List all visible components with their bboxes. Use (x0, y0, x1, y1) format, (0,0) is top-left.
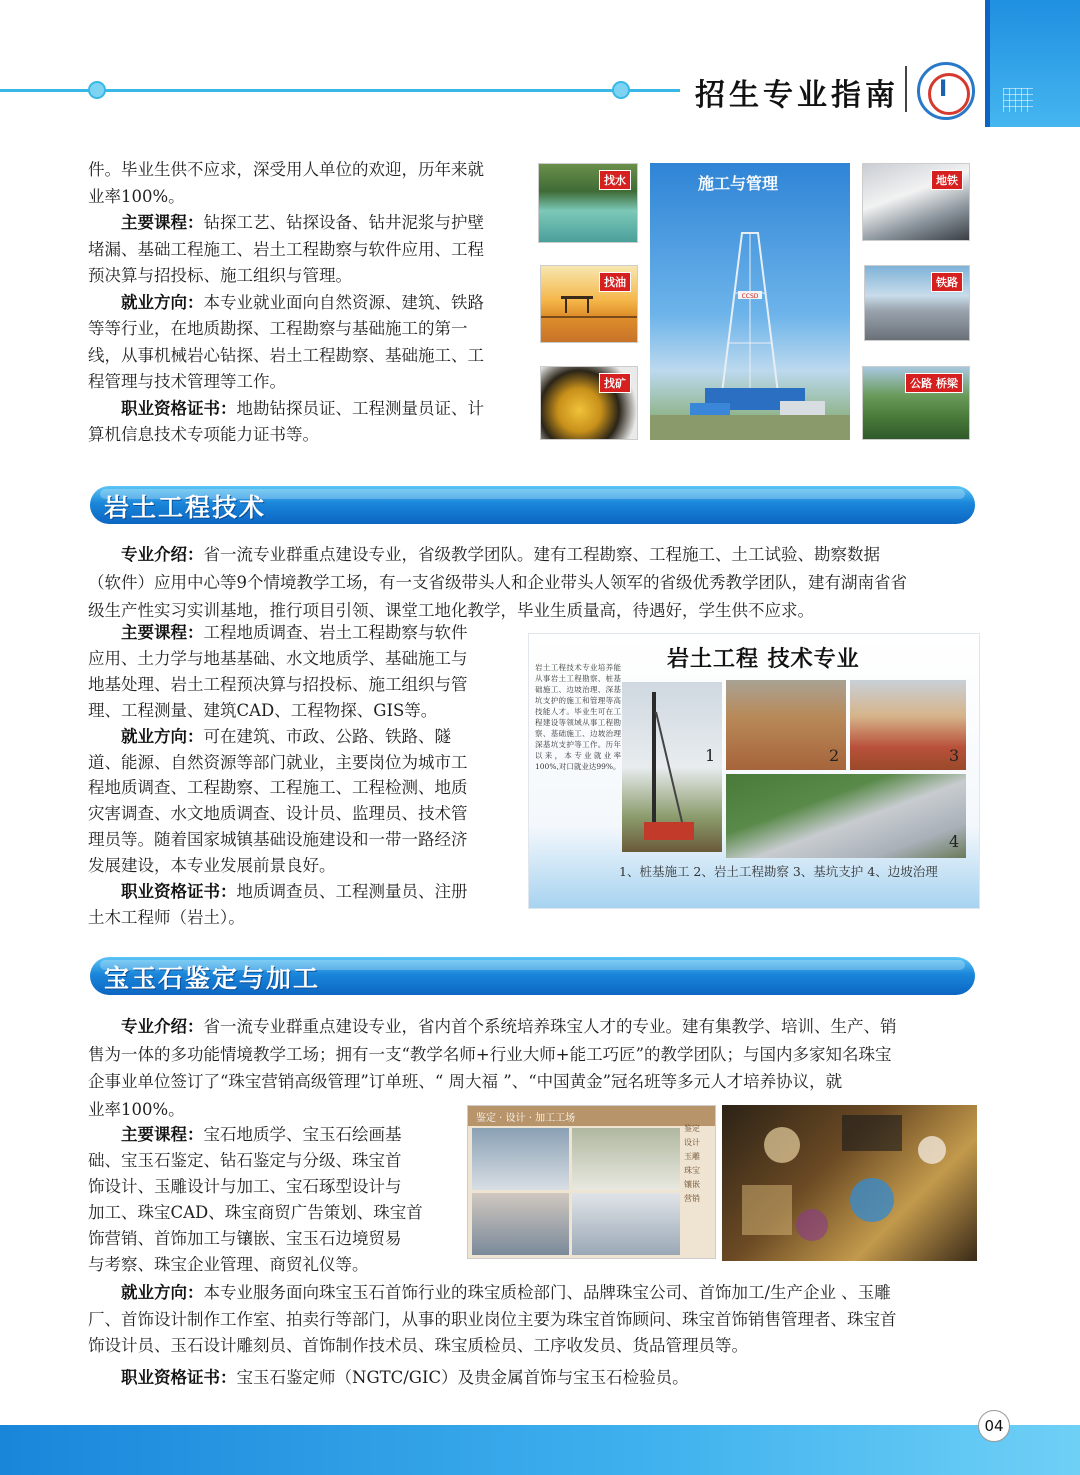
text-line: 础、宝玉石鉴定、钻石鉴定与分级、珠宝首 (88, 1150, 402, 1170)
figure-number: 2 (829, 746, 840, 765)
gem-jewelry-collage (722, 1105, 977, 1261)
cert-label: 职业资格证书： (121, 398, 237, 418)
cert-label: 职业资格证书： (121, 1367, 237, 1387)
section1-details (88, 620, 508, 931)
courses-label: 主要课程： (121, 213, 204, 232)
photo-tag: 铁路 (931, 272, 963, 292)
photo-water (538, 163, 638, 243)
gem-left-header: 鉴定 · 设计 · 加工工场 (476, 1113, 576, 1124)
grid-decoration (1003, 88, 1033, 112)
text-line: 道、能源、自然资源等部门就业，主要岗位为城市工 (88, 752, 468, 772)
text-line: 土木工程师（岩土）。 (88, 907, 245, 927)
photo-tag: 找矿 (599, 373, 631, 393)
section0-text (88, 157, 518, 449)
text-line: 等等行业，在地质勘探、工程勘察与基础施工的第一 (88, 319, 468, 338)
drilling-rig-graphic (650, 163, 850, 440)
figure-number: 1 (705, 746, 716, 765)
cert-label: 职业资格证书： (121, 882, 237, 902)
photo-tag: 找油 (599, 272, 631, 292)
photo-drilling-rig (650, 163, 850, 440)
text-line: 饰营销、首饰加工与镶嵌、宝玉石边境贸易 (88, 1228, 402, 1248)
jobs-label: 就业方向： (121, 292, 204, 312)
courses-label: 主要课程： (121, 623, 204, 642)
text-line: 预决算与招投标、施工组织与管理。 (88, 266, 352, 285)
footer-bar (0, 1425, 1080, 1475)
jobs-paragraph: 就业方向：可在建筑、市政、公路、铁路、隧 (121, 726, 451, 746)
text-line: 地基处理、岩土工程预决算与招投标、施工组织与管 (88, 674, 468, 694)
section2-courses (88, 1122, 448, 1277)
cert-paragraph: 职业资格证书：地勘钻探员证、工程测量员证、计 (121, 398, 484, 418)
photo-metro (862, 163, 970, 241)
photo-tag: 公路 桥梁 (905, 373, 963, 393)
jobs-paragraph: 就业方向：本专业服务面向珠宝玉石首饰行业的珠宝质检部门、品牌珠宝公司、首饰加工/生产企业 、玉雕 (121, 1283, 891, 1302)
text-line: 厂、首饰设计制作工作室、拍卖行等部门，从事的职业岗位主要为珠宝首饰顾问、珠宝首饰销售管理者、珠宝首 (88, 1309, 897, 1329)
text-line: 售为一体的多功能情境教学工场；拥有一支“教学名师+行业大师+能工巧匠”的教学团队；与国内多家知名珠宝 (88, 1044, 892, 1064)
jobs-paragraph: 就业方向：本专业就业面向自然资源、建筑、铁路 (121, 292, 484, 312)
jobs-label: 就业方向： (121, 1283, 204, 1302)
figure-photo-slope (726, 774, 966, 858)
photo-oil (540, 265, 638, 343)
courses-paragraph: 主要课程：钻探工艺、钻探设备、钻井泥浆与护壁 (121, 213, 484, 232)
figure-number: 3 (949, 746, 960, 765)
section2-jobs (88, 1280, 976, 1391)
figure-title: 岩土工程 技术专业 (667, 647, 860, 672)
header-dot (88, 81, 106, 99)
text-line: 级生产性实习实训基地，推行项目引领、课堂工地化教学，毕业生质量高，待遇好，学生供不应求。 (88, 601, 814, 620)
geotech-figure (528, 633, 980, 909)
text-line: （软件）应用中心等9个情境教学工场，有一支省级带头人和企业带头人领军的省级优秀教学团队，建有湖南省省 (88, 573, 907, 592)
figure-photo-survey (726, 680, 846, 770)
photo-mine (540, 366, 638, 440)
text-line: 程地质调查、工程勘察、工程施工、工程检测、地质 (88, 778, 468, 798)
gem-left-tags: 鉴定 设计 玉雕 珠宝 镶嵌 营销 (684, 1124, 700, 1203)
header-separator (905, 66, 907, 112)
figure-side-text: 岩土工程技术专业培养能从事岩土工程勘察、桩基础施工、边坡治理、深基坑支护的施工和管理等高技能人才。毕业生可在工程建设等领域从事工程勘察、基础施工、边坡治理深基坑支护等工作。历年以来，本专业就业率100%,对口就业达99%。 (535, 663, 621, 771)
courses-paragraph: 主要课程：工程地质调查、岩土工程勘察与软件 (121, 623, 468, 642)
text-line: 算机信息技术专项能力证书等。 (88, 425, 319, 444)
text-line: 企事业单位签订了“珠宝营销高级管理”订单班、“ 周大福 ”、“中国黄金”冠名班等多元人才培养协议，就 (88, 1072, 843, 1091)
page-header-title: 招生专业指南 (695, 78, 899, 113)
school-logo: I (917, 62, 975, 120)
text-line: 加工、珠宝CAD、珠宝商贸广告策划、珠宝首 (88, 1202, 423, 1222)
pile-rig-graphic (622, 682, 722, 852)
photo-road-bridge (862, 366, 970, 440)
text-line: 与考察、珠宝企业管理、商贸礼仪等。 (88, 1254, 369, 1274)
text-line: 饰设计、玉雕设计与加工、宝石琢型设计与 (88, 1176, 402, 1196)
cert-paragraph: 职业资格证书：宝玉石鉴定师（NGTC/GIC）及贵金属首饰与宝玉石检验员。 (121, 1367, 689, 1387)
section-title: 岩土工程技术 (104, 493, 267, 522)
section-banner-gem (90, 957, 975, 995)
text-line: 理员等。随着国家城镇基础设施建设和一带一路经济 (88, 830, 468, 850)
courses-paragraph: 主要课程：宝石地质学、宝玉石绘画基 (121, 1125, 402, 1144)
intro-paragraph: 专业介绍：省一流专业群重点建设专业，省内首个系统培养珠宝人才的专业。建有集教学、培训、生产、销 (121, 1017, 897, 1036)
section-banner-geotech (90, 486, 975, 524)
intro-label: 专业介绍： (121, 1017, 204, 1036)
intro-label: 专业介绍： (121, 545, 204, 564)
photo-title: 施工与管理 (698, 174, 779, 193)
text-line: 件。毕业生供不应求，深受用人单位的欢迎，历年来就 (88, 160, 484, 179)
figure-photo-pile (622, 682, 722, 852)
section-title: 宝玉石鉴定与加工 (104, 964, 321, 993)
photo-tag: 地铁 (931, 170, 963, 190)
text-line: 堵漏、基础工程施工、岩土工程勘察与软件应用、工程 (88, 239, 484, 259)
courses-label: 主要课程： (121, 1125, 204, 1144)
figure-number: 4 (949, 832, 960, 851)
text-line: 程管理与技术管理等工作。 (88, 372, 286, 391)
jewelry-collage-graphic (722, 1105, 977, 1261)
page-number: 04 (978, 1410, 1010, 1442)
jobs-label: 就业方向： (121, 726, 204, 746)
text-line: 发展建设，本专业发展前景良好。 (88, 856, 336, 876)
text-line: 理、工程测量、建筑CAD、工程物探、GIS等。 (88, 700, 438, 720)
cert-paragraph: 职业资格证书：地质调查员、工程测量员、注册 (121, 882, 468, 902)
rig-sign: CCSD (741, 293, 759, 300)
text-line: 饰设计员、玉石设计雕刻员、首饰制作技术员、珠宝质检员、工序收发员、货品管理员等。 (88, 1336, 748, 1355)
text-line: 应用、土力学与地基基础、水文地质学、基础施工与 (88, 648, 468, 668)
photo-tag: 找水 (599, 170, 631, 190)
text-line: 线，从事机械岩心钻探、岩土工程勘察、基础施工、工 (88, 345, 484, 365)
text-line: 业率100%。 (88, 186, 185, 206)
text-line: 灾害调查、水文地质调查、设计员、监理员、技术管 (88, 804, 468, 824)
intro-paragraph: 专业介绍：省一流专业群重点建设专业，省级教学团队。建有工程勘察、工程施工、土工试验、勘察数据 (121, 545, 880, 564)
photo-rail (864, 265, 970, 341)
gem-workshop-photo (467, 1105, 716, 1259)
figure-caption: 1、桩基施工 2、岩土工程勘察 3、基坑支护 4、边坡治理 (619, 864, 938, 879)
text-line: 业率100%。 (88, 1099, 185, 1119)
section1-intro (88, 541, 976, 625)
header-dot (612, 81, 630, 99)
